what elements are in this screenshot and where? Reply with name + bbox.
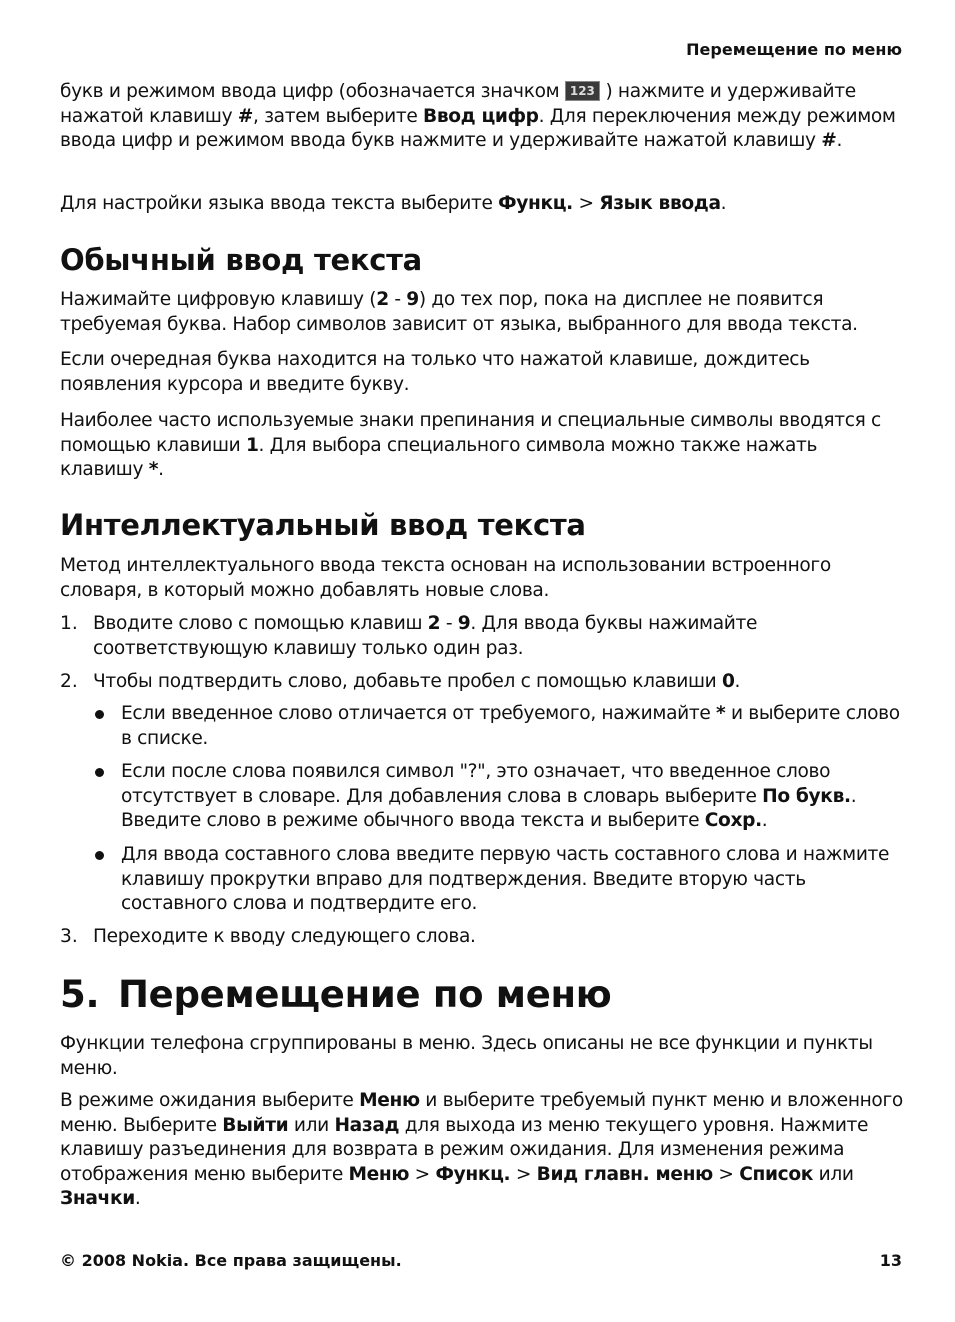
list-item: [93, 670, 905, 695]
bold-text: *: [716, 703, 726, 724]
bold-text: *: [148, 459, 159, 481]
bullet-item: [121, 702, 905, 751]
paragraph: [60, 409, 905, 483]
text: или: [813, 1163, 854, 1185]
bold-text: Сохр.: [704, 810, 762, 832]
bold-text: 9: [406, 289, 419, 310]
bold-text: Функц.: [435, 1163, 511, 1185]
paragraph: [60, 288, 905, 337]
text: Наиболее часто используемые знаки препинания и специальные символы вводятся с помощью клавиши: [60, 410, 881, 456]
numeric-mode-icon: 123: [565, 81, 600, 101]
text: >: [572, 193, 600, 214]
text: . Для ввода буквы нажимайте соответствующую клавишу только один раз.: [93, 613, 758, 659]
list-item: [93, 925, 905, 950]
text: или: [288, 1114, 335, 1136]
bold-text: Ввод цифр: [423, 105, 539, 127]
bold-text: Меню: [348, 1163, 410, 1185]
bold-text: 2: [376, 289, 389, 310]
list-item: [93, 612, 905, 661]
text: .: [734, 671, 741, 692]
text: -: [388, 289, 407, 310]
text: букв и режимом ввода цифр (обозначается значком: [60, 81, 565, 102]
text: ) нажмите и удерживайте нажатой клавишу: [60, 81, 856, 127]
text: Если введенное слово отличается от требуемого, нажимайте: [121, 703, 717, 724]
bullet-icon: [95, 710, 104, 719]
bullet-item: [121, 843, 905, 917]
page-number: 13: [879, 1251, 902, 1270]
chapter-number: 5.: [60, 973, 100, 1016]
text: , затем выберите: [253, 105, 423, 127]
chapter-title: Перемещение по меню: [118, 973, 612, 1016]
paragraph: [60, 554, 905, 603]
text: Метод интеллектуального ввода текста основан на использовании встроенного словаря, в который можно добавлять новые слова.: [60, 555, 831, 601]
text: и выберите требуемый пункт меню и вложенного меню. Выберите: [60, 1090, 903, 1136]
paragraph: [60, 348, 905, 397]
text: Вводите слово с помощью клавиш: [93, 613, 428, 634]
paragraph: [60, 192, 905, 217]
bold-text: Значки: [60, 1188, 135, 1210]
text: В режиме ожидания выберите: [60, 1090, 360, 1111]
list-number: 3.: [60, 926, 78, 947]
section-heading: Интеллектуальный ввод текста: [60, 508, 586, 542]
text: Для настройки языка ввода текста выберите: [60, 193, 499, 214]
bold-text: #: [821, 130, 837, 152]
section-heading: Обычный ввод текста: [60, 243, 422, 277]
bold-text: По букв.: [762, 785, 851, 807]
text: >: [712, 1163, 740, 1185]
text: Если после слова появился символ "?", это означает, что введенное слово отсутствует в словаре. Для добавления слова в словарь выберите: [121, 761, 831, 807]
text: . Для выбора специального символа можно также нажать клавишу: [60, 434, 818, 481]
text: . Введите слово в режиме обычного ввода текста и выберите: [121, 785, 857, 832]
text: ) до тех пор, пока на дисплее не появится требуемая буква. Набор символов зависит от языка, выбранного для ввода текста.: [60, 289, 858, 335]
text: .: [134, 1188, 141, 1210]
text: Функции телефона сгруппированы в меню. Здесь описаны не все функции и пункты меню.: [60, 1033, 873, 1079]
text: >: [409, 1163, 436, 1185]
text: -: [440, 613, 458, 634]
text: Чтобы подтвердить слово, добавьте пробел с помощью клавиши: [93, 671, 722, 692]
bullet-icon: [95, 851, 104, 860]
text: .: [761, 810, 768, 832]
paragraph: [60, 80, 905, 154]
bold-text: Функц.: [498, 193, 573, 214]
bold-text: Язык ввода: [599, 193, 721, 214]
bold-text: 1: [245, 434, 259, 456]
paragraph: [60, 1089, 905, 1212]
bold-text: 0: [721, 671, 735, 692]
text: и выберите слово в списке.: [121, 703, 900, 749]
bold-text: Вид главн. меню: [536, 1163, 713, 1185]
text: Если очередная буква находится на только что нажатой клавише, дождитесь появления курсора и введите букву.: [60, 349, 810, 395]
text: для выхода из меню текущего уровня. Нажмите клавишу разъединения для возврата в режим ожидания. Для изменения режима отображения меню выберите: [60, 1114, 869, 1185]
bold-text: #: [237, 105, 254, 127]
bullet-icon: [95, 768, 104, 777]
text: .: [720, 193, 727, 214]
bold-text: Меню: [359, 1090, 420, 1111]
text: . Для переключения между режимом ввода цифр и режимом ввода букв нажмите и удерживайте нажатой клавишу: [60, 105, 896, 152]
bold-text: 9: [457, 613, 471, 634]
bullet-item: [121, 760, 905, 834]
text: >: [510, 1163, 537, 1185]
bold-text: Выйти: [222, 1114, 289, 1136]
text: .: [836, 130, 843, 152]
text: Для ввода составного слова введите первую часть составного слова и нажмите клавишу прокрутки вправо для подтверждения. Введите вторую часть составного слова и подтвердите его.: [121, 844, 890, 915]
text: .: [158, 459, 164, 481]
text: Переходите к вводу следующего слова.: [93, 926, 476, 947]
running-header: Перемещение по меню: [686, 40, 902, 59]
bold-text: Список: [739, 1163, 814, 1185]
text: Нажимайте цифровую клавишу (: [60, 289, 377, 310]
list-number: 1.: [60, 613, 78, 634]
copyright: © 2008 Nokia. Все права защищены.: [60, 1251, 402, 1270]
paragraph: [60, 1032, 905, 1081]
list-number: 2.: [60, 671, 78, 692]
bold-text: 2: [427, 613, 441, 634]
bold-text: Назад: [334, 1114, 400, 1136]
